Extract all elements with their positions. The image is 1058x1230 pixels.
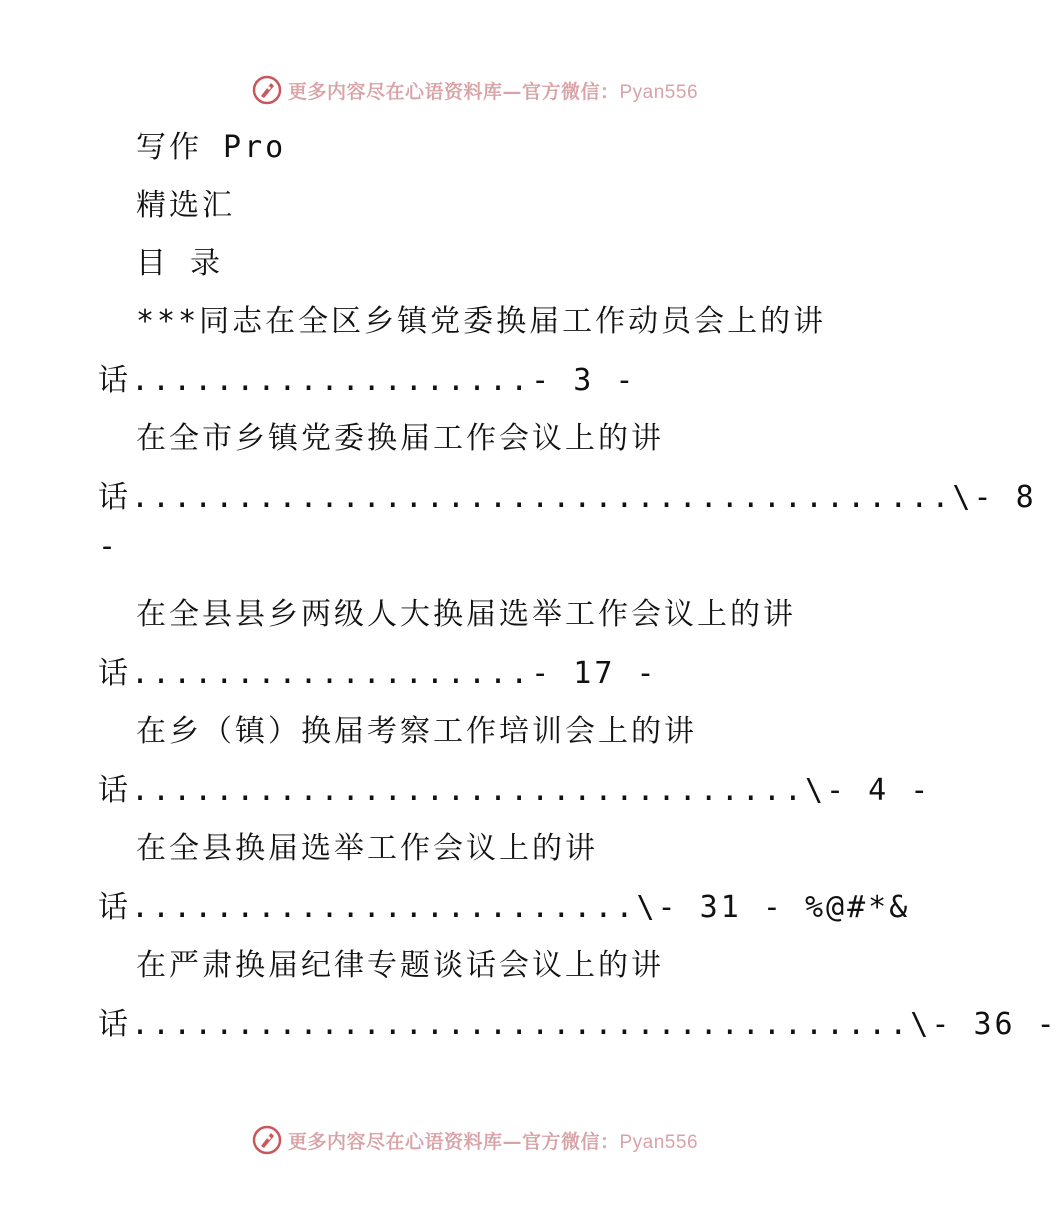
toc-entry-leader-continuation: - xyxy=(98,529,120,564)
top-watermark-banner xyxy=(0,70,950,110)
doc-header-line: 写作 Pro xyxy=(136,130,287,165)
toc-entry-title: 在全市乡镇党委换届工作会议上的讲 xyxy=(136,421,664,456)
toc-entry-title: ***同志在全区乡镇党委换届工作动员会上的讲 xyxy=(136,304,827,339)
banner-text: 更多内容尽在心语资料库—官方微信：Pyan556 xyxy=(287,1130,699,1153)
banner-wechat-id: Pyan556 xyxy=(619,81,699,103)
toc-heading: 目 录 xyxy=(136,246,224,281)
toc-entry-leader: 话........................\- 31 - %@#*& xyxy=(98,890,911,925)
toc-entry-title: 在严肃换届纪律专题谈话会议上的讲 xyxy=(136,948,664,983)
toc-entry-leader: 话................................\- 4 - xyxy=(98,773,932,808)
toc-entry-leader: 话...................- 3 - xyxy=(98,363,637,398)
toc-entry-title: 在乡（镇）换届考察工作培训会上的讲 xyxy=(136,714,697,749)
pen-nib-logo-icon xyxy=(252,75,282,105)
toc-entry-title: 在全县换届选举工作会议上的讲 xyxy=(136,831,598,866)
doc-header-line: 精选汇 xyxy=(136,188,235,223)
toc-entry-leader: 话.......................................\- 8 xyxy=(98,480,1037,515)
toc-entry-leader: 话.....................................\- 36 - xyxy=(98,1007,1058,1042)
toc-entry-title: 在全县县乡两级人大换届选举工作会议上的讲 xyxy=(136,597,796,632)
pen-nib-logo-icon xyxy=(252,1125,282,1155)
toc-entry-leader: 话...................- 17 - xyxy=(98,656,658,691)
banner-text: 更多内容尽在心语资料库—官方微信：Pyan556 xyxy=(287,80,699,103)
banner-wechat-id: Pyan556 xyxy=(619,1131,699,1153)
bottom-watermark-banner xyxy=(0,1120,950,1160)
